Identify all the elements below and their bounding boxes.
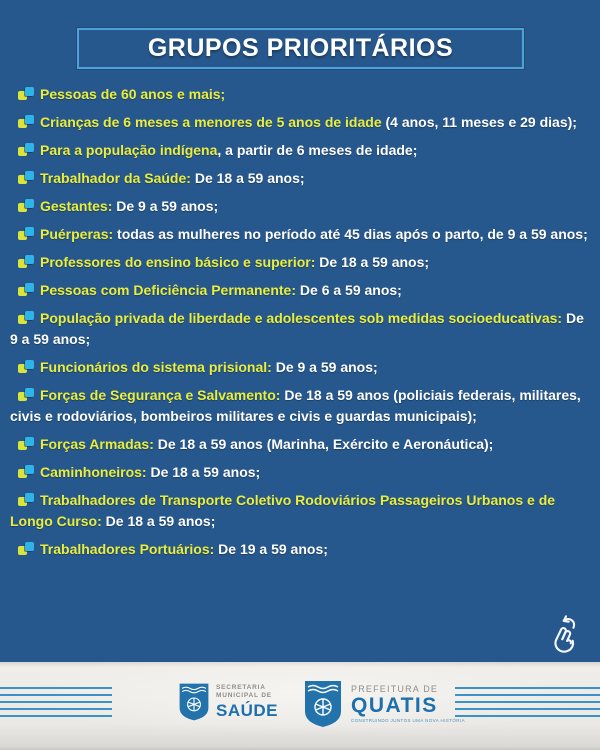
bullet-cyan-square xyxy=(25,115,34,124)
priority-group-item xyxy=(10,140,594,161)
group-detail-text: De 18 a 59 anos; xyxy=(190,170,305,186)
group-detail-text: , a partir de 6 meses de idade; xyxy=(217,142,418,158)
bullet-cyan-square xyxy=(25,255,34,264)
bullet-cyan-square xyxy=(25,493,34,502)
overlapping-squares-bullet-icon xyxy=(18,311,34,324)
health-dept-line2: MUNICIPAL DE xyxy=(216,692,272,699)
bullet-cyan-square xyxy=(25,87,34,96)
title-box xyxy=(77,28,524,69)
group-detail-text: todas as mulheres no período até 45 dias após o parto, de 9 a 59 anos; xyxy=(113,226,588,242)
overlapping-squares-bullet-icon xyxy=(18,115,34,128)
priority-group-item xyxy=(10,252,594,273)
priority-group-item xyxy=(10,168,594,189)
overlapping-squares-bullet-icon xyxy=(18,255,34,268)
group-name-text: Caminhoneiros: xyxy=(40,464,147,480)
group-detail-text: De 19 a 59 anos; xyxy=(214,541,328,557)
health-dept-name: SAÚDE xyxy=(216,701,279,720)
priority-group-item xyxy=(10,357,594,378)
group-name-text: Trabalhadores Portuários: xyxy=(40,541,215,557)
overlapping-squares-bullet-icon xyxy=(18,143,34,156)
group-detail-text: De 18 a 59 anos; xyxy=(315,254,430,270)
group-name-text: Gestantes: xyxy=(40,198,113,214)
overlapping-squares-bullet-icon xyxy=(18,437,34,450)
group-name-text: Para a população indígena xyxy=(40,142,218,158)
group-detail-text: De 18 a 59 anos; xyxy=(101,513,216,529)
bullet-cyan-square xyxy=(25,465,34,474)
left-stripes-decoration xyxy=(0,687,112,722)
priority-group-item xyxy=(10,112,594,133)
group-name-text: Forças Armadas: xyxy=(40,436,154,452)
group-detail-text: (4 anos, 11 meses e 29 dias); xyxy=(381,114,577,130)
overlapping-squares-bullet-icon xyxy=(18,283,34,296)
city-logo-overline: PREFEITURA DE xyxy=(351,684,439,694)
overlapping-squares-bullet-icon xyxy=(18,493,34,506)
group-name-text: Puérperas: xyxy=(40,226,114,242)
priority-group-item xyxy=(10,539,594,560)
group-detail-text: De 9 a 59 anos; xyxy=(10,310,584,347)
municipal-coat-of-arms-shield-icon xyxy=(178,682,210,722)
bullet-cyan-square xyxy=(25,542,34,551)
group-detail-text: De 18 a 59 anos (Marinha, Exército e Aeronáutica); xyxy=(153,436,494,452)
group-name-text: Trabalhador da Saúde: xyxy=(40,170,191,186)
group-name-text: Forças de Segurança e Salvamento: xyxy=(40,387,281,403)
overlapping-squares-bullet-icon xyxy=(18,465,34,478)
bullet-cyan-square xyxy=(25,143,34,152)
bullet-cyan-square xyxy=(25,311,34,320)
footer-banner xyxy=(0,662,600,750)
group-detail-text: De 6 a 59 anos; xyxy=(296,282,402,298)
group-detail-text: De 9 a 59 anos; xyxy=(271,359,378,375)
health-secretariat-logo xyxy=(178,682,278,722)
city-tagline: CONSTRUINDO JUNTOS UMA NOVA HISTÓRIA xyxy=(351,718,465,723)
bullet-cyan-square xyxy=(25,283,34,292)
group-name-text: Funcionários do sistema prisional: xyxy=(40,359,272,375)
bullet-cyan-square xyxy=(25,388,34,397)
group-name-text: Pessoas com Deficiência Permanente: xyxy=(40,282,297,298)
group-name-text: Pessoas de 60 anos e mais; xyxy=(40,86,226,102)
priority-group-item xyxy=(10,196,594,217)
city-hall-logo xyxy=(302,680,465,728)
swipe-hand-arrow-icon xyxy=(539,612,586,659)
bullet-cyan-square xyxy=(25,171,34,180)
group-name-text: Trabalhadores de Transporte Coletivo Rodoviários Passageiros Urbanos e de Longo Curso: xyxy=(10,492,556,529)
priority-group-item xyxy=(10,434,594,455)
right-stripes-decoration xyxy=(455,687,600,722)
city-name: QUATIS xyxy=(351,694,438,717)
overlapping-squares-bullet-icon xyxy=(18,388,34,401)
priority-groups-list xyxy=(10,84,594,567)
bullet-cyan-square xyxy=(25,227,34,236)
group-name-text: Crianças de 6 meses a menores de 5 anos de idade xyxy=(40,114,382,130)
priority-group-item xyxy=(10,84,594,105)
group-name-text: Professores do ensino básico e superior: xyxy=(40,254,316,270)
overlapping-squares-bullet-icon xyxy=(18,542,34,555)
bullet-cyan-square xyxy=(25,360,34,369)
health-dept-line1: SECRETARIA xyxy=(216,684,266,691)
overlapping-squares-bullet-icon xyxy=(18,87,34,100)
overlapping-squares-bullet-icon xyxy=(18,171,34,184)
priority-group-item xyxy=(10,462,594,483)
priority-group-item xyxy=(10,308,594,350)
bullet-cyan-square xyxy=(25,437,34,446)
priority-group-item xyxy=(10,224,594,245)
priority-group-item xyxy=(10,490,594,532)
group-detail-text: De 9 a 59 anos; xyxy=(112,198,219,214)
priority-group-item xyxy=(10,385,594,427)
municipal-coat-of-arms-shield-icon xyxy=(302,680,344,728)
group-detail-text: De 18 a 59 anos; xyxy=(146,464,261,480)
group-detail-text: De 18 a 59 anos (policiais federais, militares, civis e rodoviários, bombeiros militares e civis e guardas municipais); xyxy=(10,387,581,424)
overlapping-squares-bullet-icon xyxy=(18,360,34,373)
group-name-text: População privada de liberdade e adolescentes sob medidas socioeducativas: xyxy=(40,310,563,326)
overlapping-squares-bullet-icon xyxy=(18,227,34,240)
overlapping-squares-bullet-icon xyxy=(18,199,34,212)
priority-group-item xyxy=(10,280,594,301)
bullet-cyan-square xyxy=(25,199,34,208)
page-title: GRUPOS PRIORITÁRIOS xyxy=(147,34,454,62)
